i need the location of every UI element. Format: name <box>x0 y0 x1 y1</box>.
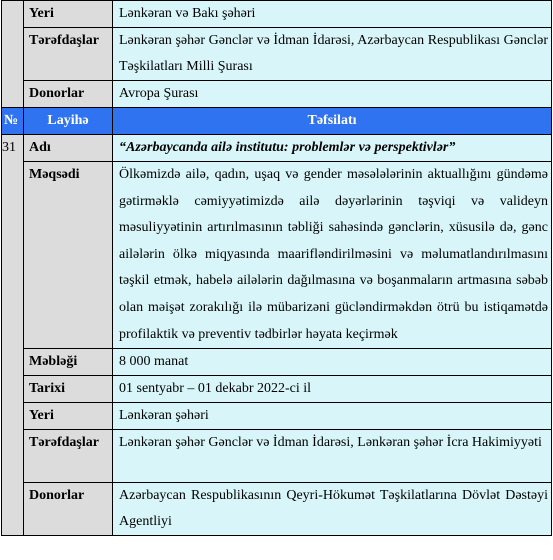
header-number: № <box>2 108 24 135</box>
field-label: Tarixi <box>24 376 113 403</box>
field-label: Yeri <box>24 403 113 430</box>
field-value: Lənkəran və Bakı şəhəri <box>113 1 552 28</box>
table-row <box>2 430 552 483</box>
table-row <box>2 162 552 349</box>
table-row <box>2 81 552 108</box>
field-label: Donorlar <box>24 483 113 536</box>
field-label: Tərəfdaşlar <box>24 430 113 483</box>
table-row <box>2 135 552 162</box>
projects-table <box>1 0 552 536</box>
field-label: Məbləği <box>24 349 113 376</box>
field-value: 01 sentyabr – 01 dekabr 2022-ci il <box>113 376 552 403</box>
table-row <box>2 1 552 28</box>
project-number: 31 <box>2 135 24 536</box>
field-value: Lənkəran şəhər Gənclər və İdman İdarəsi, Azərbaycan Respublikası Gənclər Təşkilatları Milli Şurası <box>113 28 552 81</box>
field-label: Yeri <box>24 1 113 28</box>
field-label: Məqsədi <box>24 162 113 349</box>
field-value: Lənkəran şəhər Gənclər və İdman İdarəsi, Lənkəran şəhər İcra Hakimiyyəti <box>113 430 552 483</box>
table-row <box>2 28 552 81</box>
table-row <box>2 403 552 430</box>
table-row <box>2 349 552 376</box>
field-value: Avropa Şurası <box>113 81 552 108</box>
header-project: Layihə <box>24 108 113 135</box>
field-value: Lənkəran şəhəri <box>113 403 552 430</box>
table-header-row <box>2 108 552 135</box>
header-details: Təfsilatı <box>113 108 552 135</box>
field-value: Ölkəmizdə ailə, qadın, uşaq və gender məsələlərinin aktuallığını gündəmə gətirməklə cəmiyyətimizdə ailə dəyərlərinin təşviqi və valideyn məsuliyyətinin artırılmasının təbliği sahəsində gənclərin, xüsusilə də, gənc ailələrin ölkə miqyasında maarifləndirilməsini və məlumatlandırılmasını təşkil etmək, habelə ailələrin dağılmasına və boşanmaların artmasına səbəb olan məişət zorakılığı ilə mübarizəni gücləndirməkdən ötrü bu istiqamətdə profilaktik və preventiv tədbirlər həyata keçirmək <box>113 162 552 349</box>
table-row <box>2 376 552 403</box>
table-row <box>2 483 552 536</box>
project-title: “Azərbaycanda ailə institutu: problemlər və perspektivlər” <box>113 135 552 162</box>
field-value: Azərbaycan Respublikasının Qeyri-Hökumət Təşkilatlarına Dövlət Dəstəyi Agentliyi <box>113 483 552 536</box>
field-label: Adı <box>24 135 113 162</box>
field-label: Donorlar <box>24 81 113 108</box>
field-value: 8 000 manat <box>113 349 552 376</box>
prev-number-cell <box>2 1 24 108</box>
field-label: Tərəfdaşlar <box>24 28 113 81</box>
